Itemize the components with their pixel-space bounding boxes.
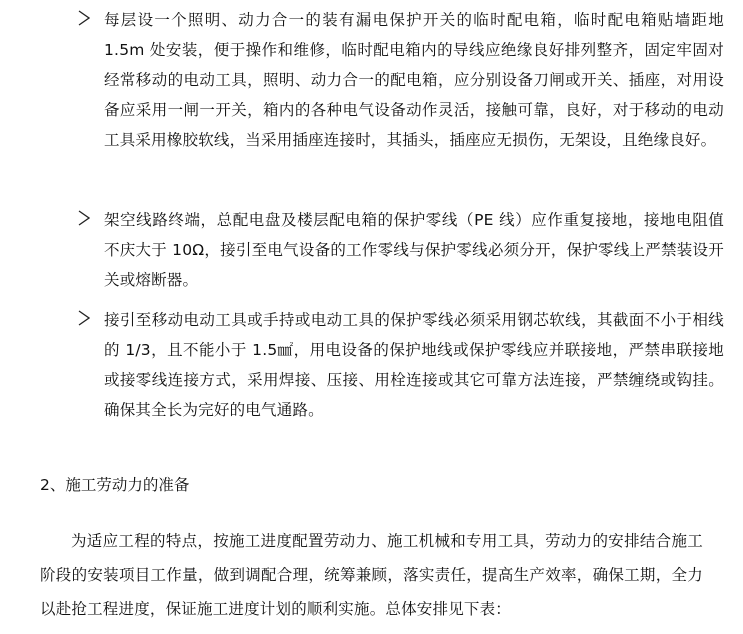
arrow-bullet-icon bbox=[78, 209, 90, 227]
bullet-item-1 bbox=[78, 5, 724, 195]
bullet-item-3 bbox=[78, 305, 724, 435]
arrow-bullet-icon bbox=[78, 309, 90, 327]
body-paragraph: 为适应工程的特点，按施工进度配置劳动力、施工机械和专用工具，劳动力的安排结合施工阶段的安装项目工作量，做到调配合理，统筹兼顾，落实责任，提高生产效率，确保工期，全力以赴抢工程进度，保证施工进度计划的顺利实施。总体安排见下表： bbox=[40, 532, 703, 618]
bullet-text: 架空线路终端，总配电盘及楼层配电箱的保护零线（PE 线）应作重复接地，接地电阻值不庆大于 10Ω，接引至电气设备的工作零线与保护零线必须分开，保护零线上严禁装设开关或熔断器。 bbox=[104, 211, 724, 289]
bullet-text: 每层设一个照明、动力合一的装有漏电保护开关的临时配电箱，临时配电箱贴墙距地 1.5m 处安装，便于操作和维修，临时配电箱内的导线应绝缘良好排列整齐，固定牢固对经常移动的电动工具，照明、动力合一的配电箱，应分别设备刀闸或开关、插座，对用设备应采用一闸一开关，箱内的各种电气设备动作灵活，接触可靠，良好，对于移动的电动工具采用橡胶软线，当采用插座连接时，其插头，插座应无损伤，无架设，且绝缘良好。 bbox=[104, 11, 724, 149]
section-heading: 2、施工劳动力的准备 bbox=[40, 476, 190, 494]
bullet-text: 接引至移动电动工具或手持或电动工具的保护零线必须采用钢芯软线，其截面不小于相线的 1/3，且不能小于 1.5㎟，用电设备的保护地线或保护零线应并联接地，严禁串联接地或接零线连接方式，采用焊接、压接、用栓连接或其它可靠方法连接，严禁缠绕或钩挂。确保其全长为完好的电气通路。 bbox=[104, 311, 724, 419]
arrow-bullet-icon bbox=[78, 9, 90, 27]
bullet-item-2 bbox=[78, 205, 724, 300]
